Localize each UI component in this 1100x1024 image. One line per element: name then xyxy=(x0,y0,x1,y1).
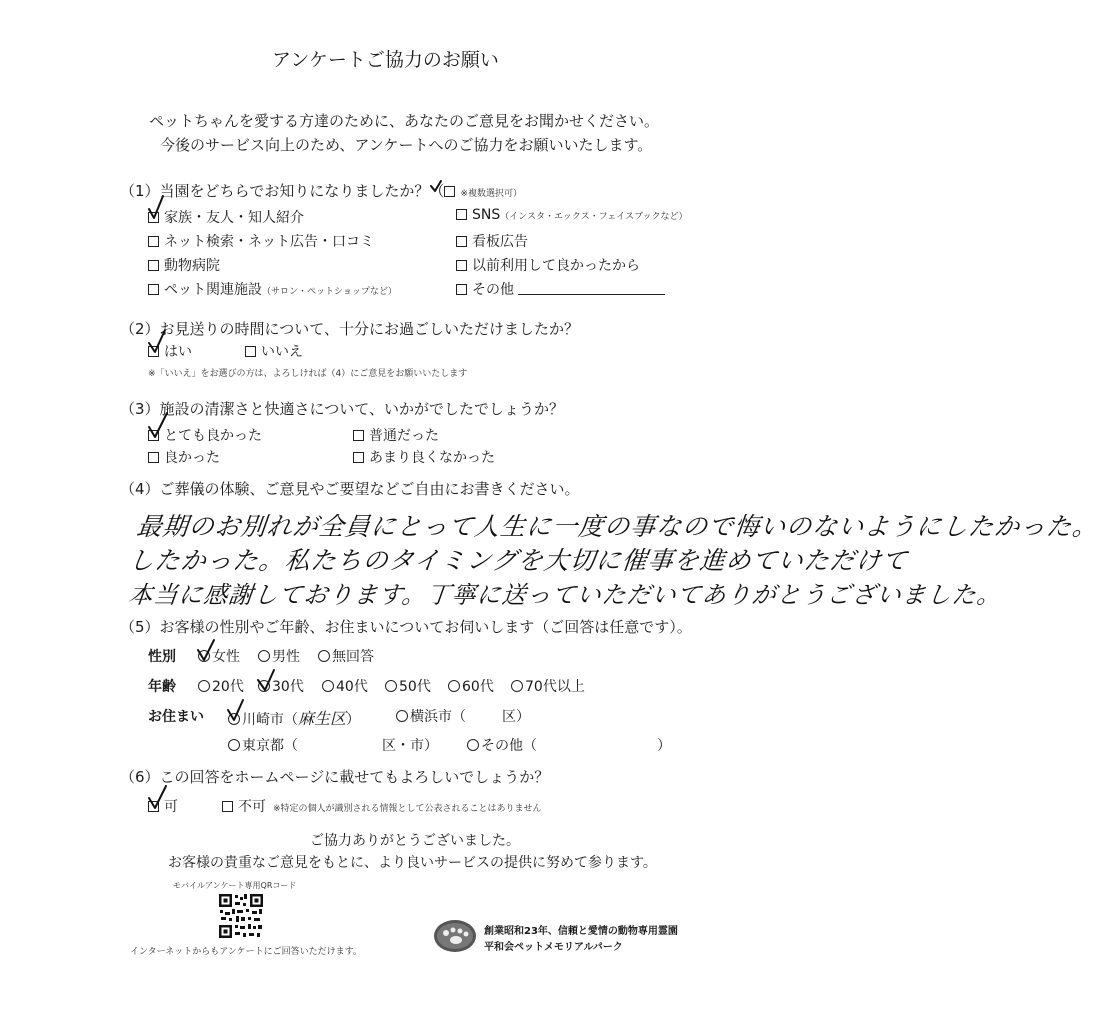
q1-multi-note: ※複数選択可） xyxy=(460,189,522,199)
q1-option-label: 動物病院 xyxy=(164,258,220,274)
q3-option-label: とても良かった xyxy=(164,428,262,444)
checkmark-icon xyxy=(149,786,166,808)
checkmark-icon xyxy=(228,700,243,720)
intro-line-1: ペットちゃんを愛する方達のために、あなたのご意見をお聞かせください。 xyxy=(149,112,660,130)
q5-kawasaki-ward-handwritten: 麻生区 xyxy=(298,709,347,728)
checkmark-icon xyxy=(431,181,441,191)
q5-tokyo-close: 区・市） xyxy=(382,738,438,754)
q1-option-label: 看板広告 xyxy=(472,234,528,250)
closing-line-2: お客様の貴重なご意見をもとに、より良いサービスの提供に努めて参ります。 xyxy=(168,855,657,871)
q5-other-close: ） xyxy=(657,738,671,754)
q5-other-label: その他（ xyxy=(481,738,537,754)
q1-question: （1）当園をどちらでお知りになりましたか？（ xyxy=(120,182,445,200)
q5-label: （5）お客様の性別やご年齢、お住まいについてお伺いします（ご回答は任意です）。 xyxy=(120,618,692,636)
q5-option-label: 50代 xyxy=(399,679,431,695)
q5-kawasaki-label: 川崎市（ xyxy=(242,712,298,728)
q3-option-label: 良かった xyxy=(164,450,220,466)
q4-handwriting-line-2: したかった。私たちのタイミングを大切に催事を進めていただけて xyxy=(127,546,910,575)
q3-option-label: あまり良くなかった xyxy=(369,450,495,466)
q6-option-label: 可 xyxy=(164,799,178,815)
q5-yokohama-label: 横浜市（ xyxy=(410,709,466,725)
q4-handwriting-line-3: 本当に感謝しております。丁寧に送っていただいてありがとうございました。 xyxy=(127,581,1004,609)
q5-option-label: 20代 xyxy=(212,679,244,695)
q6-option-label: 不可 xyxy=(238,799,266,815)
q2-option-label: いいえ xyxy=(261,344,303,360)
q1-pet-note: （サロン・ペットショップなど） xyxy=(262,287,397,297)
q5-option-label: 男性 xyxy=(272,649,300,665)
q4-label: （4）ご葬儀の体験、ご意見やご要望などご自由にお書きください。 xyxy=(120,480,580,498)
checkmark-icon xyxy=(149,196,163,218)
q2-option-label: はい xyxy=(164,344,192,360)
qr-caption-bottom: インターネットからもアンケートにご回答いただけます。 xyxy=(130,947,362,957)
checkmark-icon xyxy=(149,330,165,352)
q3-option-label: 普通だった xyxy=(369,428,439,444)
q1-option-label: その他 xyxy=(472,282,514,298)
qr-caption-top: モバイルアンケート専用QRコード xyxy=(173,881,297,890)
q5-option-label: 40代 xyxy=(336,679,368,695)
q1-option-label: SNS xyxy=(472,207,501,223)
q6-note: ※特定の個人が識別される情報として公表されることはありません xyxy=(273,804,542,814)
q1-sns-note: （インスタ・エックス・フェイスブックなど） xyxy=(500,212,688,222)
q5-option-label: 30代 xyxy=(272,679,304,695)
q5-option-label: 無回答 xyxy=(332,649,374,665)
q5-option-label: 女性 xyxy=(212,649,240,665)
q4-handwriting-line-1: 最期のお別れが全員にとって人生に一度の事なので悔いのないようにしたかった。 xyxy=(135,512,1100,541)
q2-note: ※「いいえ」をお選びの方は、よろしければ（4）にご意見をお願いいたします xyxy=(148,369,468,379)
q1-option-label: ネット検索・ネット広告・口コミ xyxy=(164,234,374,250)
q3-label: （3）施設の清潔さと快適さについて、いかがでしたでしょうか？ xyxy=(120,400,564,418)
q6-label: （6）この回答をホームページに載せてもよろしいでしょうか？ xyxy=(120,768,550,786)
q5-yokohama-close: 区） xyxy=(502,709,530,725)
q1-option-label: ペット関連施設 xyxy=(164,282,262,298)
q5-kawasaki-close: ） xyxy=(346,712,361,728)
checkmark-icon xyxy=(149,413,167,437)
company-tagline: 創業昭和23年、信頼と愛情の動物専用霊園 xyxy=(484,926,678,937)
company-name: 平和会ペットメモリアルパーク xyxy=(484,942,623,953)
q5-option-label: 60代 xyxy=(462,679,494,695)
q5-gender-label: 性別 xyxy=(148,649,176,665)
page-title: アンケートご協力のお願い xyxy=(272,49,499,71)
q5-tokyo-label: 東京都（ xyxy=(242,738,298,754)
q1-option-label: 家族・友人・知人紹介 xyxy=(164,210,304,226)
q5-residence-label: お住まい xyxy=(148,709,204,725)
q5-age-label: 年齢 xyxy=(148,679,176,695)
q5-option-label: 70代以上 xyxy=(525,679,585,695)
checkmark-icon xyxy=(198,640,214,660)
q1-option-label: 以前利用して良かったから xyxy=(472,258,640,274)
closing-line-1: ご協力ありがとうございました。 xyxy=(310,833,520,849)
q2-label: （2）お見送りの時間について、十分にお過ごしいただけましたか？ xyxy=(120,320,579,338)
checkmark-icon xyxy=(258,670,274,690)
intro-line-2: 今後のサービス向上のため、アンケートへのご協力をお願いいたします。 xyxy=(160,136,653,154)
